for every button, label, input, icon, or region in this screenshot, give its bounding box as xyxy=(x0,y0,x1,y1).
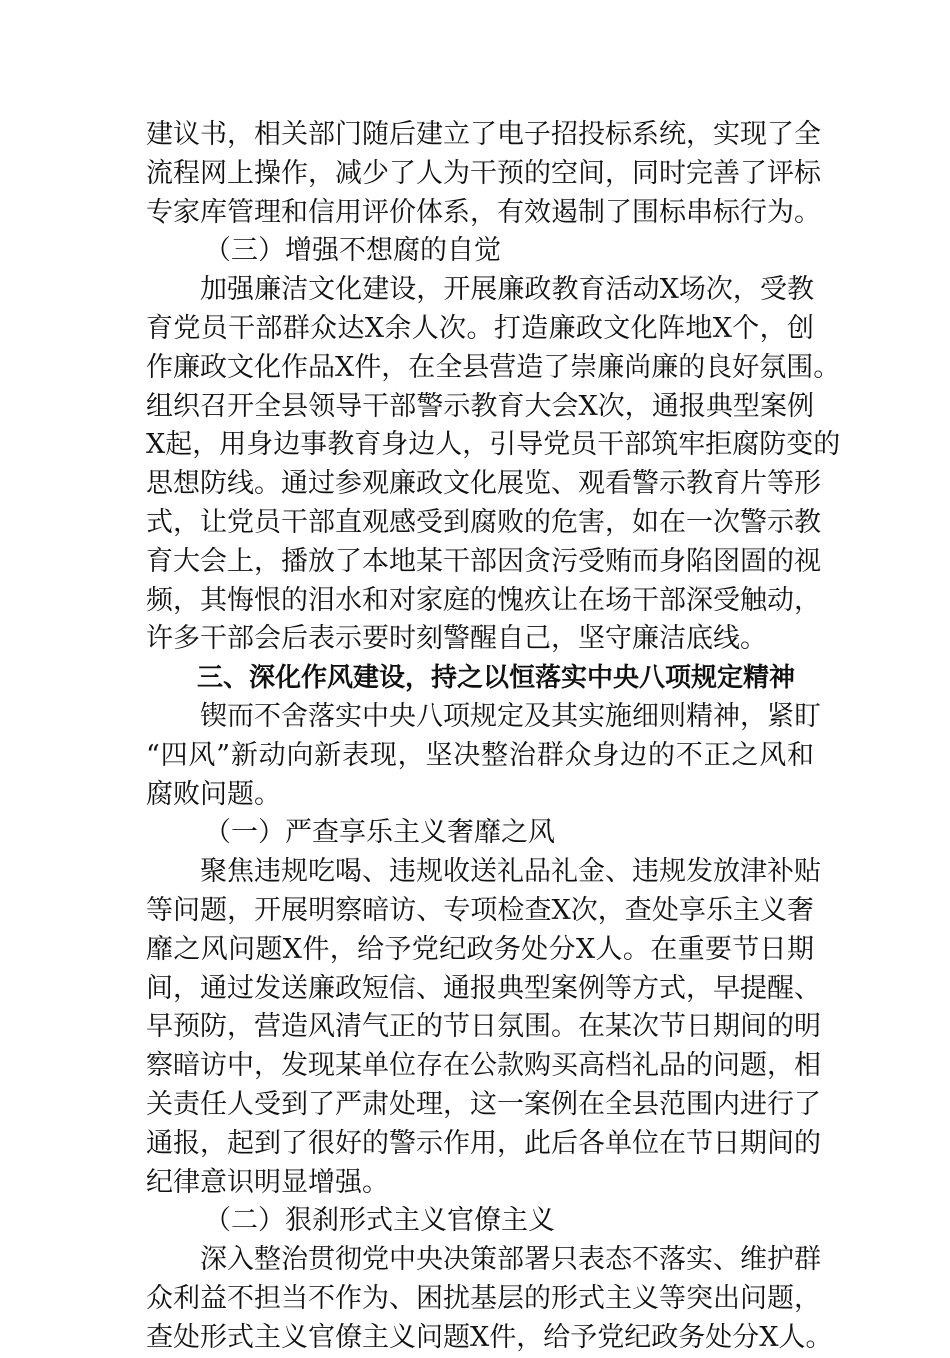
text-line: 通报，起到了很好的警示作用，此后各单位在节日期间的 xyxy=(146,1127,821,1159)
text-line: 作廉政文化作品X件，在全县营造了崇廉尚廉的良好氛围。 xyxy=(146,351,841,383)
text-line: 深入整治贯彻党中央决策部署只表态不落实、维护群 xyxy=(200,1244,821,1276)
text-line: 专家库管理和信用评价体系，有效遏制了围标串标行为。 xyxy=(146,196,821,228)
text-line: 建议书，相关部门随后建立了电子招投标系统，实现了全 xyxy=(146,119,821,150)
section-subheading xyxy=(146,814,814,853)
text-line: 组织召开全县领导干部警示教育大会X次，通报典型案例 xyxy=(146,390,814,422)
subheading-text: （三）增强不想腐的自觉 xyxy=(204,235,501,267)
subheading-text: （二）狠刹形式主义官僚主义 xyxy=(204,1205,555,1237)
section-subheading xyxy=(146,232,814,271)
text-line: 育党员干部群众达X余人次。打造廉政文化阵地X个，创 xyxy=(146,312,814,344)
text-line: 育大会上，播放了本地某干部因贪污受贿而身陷囹圄的视 xyxy=(146,545,821,577)
text-line: 靡之风问题X件，给予党纪政务处分X人。在重要节日期 xyxy=(146,933,814,965)
text-line: 关责任人受到了严肃处理，这一案例在全县范围内进行了 xyxy=(146,1088,821,1120)
section-heading xyxy=(146,659,814,698)
body-paragraph xyxy=(146,271,841,659)
text-line: 间，通过发送廉政短信、通报典型案例等方式，早提醒、 xyxy=(146,972,821,1004)
text-line: 许多干部会后表示要时刻警醒自己，坚守廉洁底线。 xyxy=(146,623,767,655)
text-line: “四风”新动向新表现，坚决整治群众身边的不正之风和 xyxy=(146,739,814,771)
document-body xyxy=(146,116,841,1358)
text-line: 查处形式主义官僚主义问题X件，给予党纪政务处分X人。 xyxy=(146,1321,833,1353)
text-line: 早预防，营造风清气正的节日氛围。在某次节日期间的明 xyxy=(146,1011,821,1043)
text-line: 式，让党员干部直观感受到腐败的危害，如在一次警示教 xyxy=(146,506,821,538)
text-line: 锲而不舍落实中央八项规定及其实施细则精神，紧盯 xyxy=(200,700,821,732)
text-line: 等问题，开展明察暗访、专项检查X次，查处享乐主义奢 xyxy=(146,894,814,926)
text-line: 频，其悔恨的泪水和对家庭的愧疚让在场干部深受触动， xyxy=(146,584,821,616)
body-paragraph xyxy=(146,698,821,814)
text-line: 察暗访中，发现某单位存在公款购买高档礼品的问题，相 xyxy=(146,1050,821,1082)
section-subheading xyxy=(146,1202,814,1241)
text-line: 聚焦违规吃喝、违规收送礼品礼金、违规发放津补贴 xyxy=(200,856,821,888)
heading-text: 三、深化作风建设，持之以恒落实中央八项规定精神 xyxy=(197,663,796,694)
text-line: 众利益不担当不作为、困扰基层的形式主义等突出问题， xyxy=(146,1282,821,1314)
text-line: 流程网上操作，减少了人为干预的空间，同时完善了评标 xyxy=(146,157,821,189)
text-line: 思想防线。通过参观廉政文化展览、观看警示教育片等形 xyxy=(146,468,821,500)
body-paragraph xyxy=(146,116,821,232)
body-paragraph xyxy=(146,1241,833,1357)
body-paragraph xyxy=(146,853,821,1202)
text-line: 纪律意识明显增强。 xyxy=(146,1166,389,1198)
text-line: 腐败问题。 xyxy=(146,778,281,810)
subheading-text: （一）严查享乐主义奢靡之风 xyxy=(204,817,555,849)
text-line: X起，用身边事教育身边人，引导党员干部筑牢拒腐防变的 xyxy=(146,429,841,461)
text-line: 加强廉洁文化建设，开展廉政教育活动X场次，受教 xyxy=(200,274,814,306)
